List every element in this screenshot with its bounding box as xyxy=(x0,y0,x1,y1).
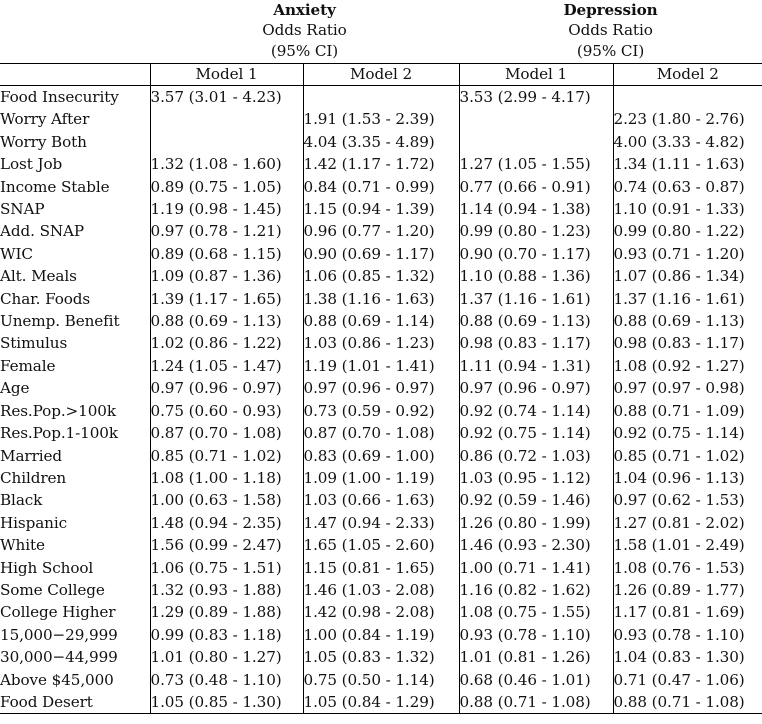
odds-ratio-cell: 0.97 (0.96 - 0.97) xyxy=(150,377,303,399)
row-label: SNAP xyxy=(0,198,150,220)
odds-ratio-cell: 1.16 (0.82 - 1.62) xyxy=(459,579,613,601)
odds-ratio-cell: 1.65 (1.05 - 2.60) xyxy=(303,534,459,556)
header-blank xyxy=(0,40,150,64)
odds-ratio-cell: 0.73 (0.59 - 0.92) xyxy=(303,400,459,422)
model-header-row xyxy=(0,64,762,86)
odds-ratio-cell: 0.68 (0.46 - 1.01) xyxy=(459,669,613,691)
row-label: Unemp. Benefit xyxy=(0,310,150,332)
odds-ratio-cell: 0.88 (0.71 - 1.08) xyxy=(613,691,762,714)
table-row xyxy=(0,86,762,109)
table-row xyxy=(0,557,762,579)
row-label: Food Insecurity xyxy=(0,86,150,109)
header-blank xyxy=(0,64,150,86)
header-blank xyxy=(0,0,150,20)
header-blank xyxy=(0,20,150,40)
odds-ratio-cell xyxy=(613,86,762,109)
row-label: Hispanic xyxy=(0,512,150,534)
odds-ratio-cell: 1.10 (0.88 - 1.36) xyxy=(459,265,613,287)
odds-ratio-cell: 0.99 (0.83 - 1.18) xyxy=(150,624,303,646)
odds-ratio-cell: 1.03 (0.66 - 1.63) xyxy=(303,489,459,511)
odds-ratio-cell: 0.97 (0.62 - 1.53) xyxy=(613,491,745,510)
table-row xyxy=(0,198,762,220)
row-label: 30,000−44,999 xyxy=(0,646,150,668)
odds-ratio-cell: 3.57 (3.01 - 4.23) xyxy=(150,86,303,109)
odds-ratio-cell: 1.01 (0.80 - 1.27) xyxy=(150,646,303,668)
odds-ratio-cell: 1.15 (0.94 - 1.39) xyxy=(303,198,459,220)
odds-ratio-cell: 0.99 (0.80 - 1.23) xyxy=(459,220,613,242)
table-row xyxy=(0,265,762,287)
odds-ratio-cell: 0.86 (0.72 - 1.03) xyxy=(459,445,613,467)
row-label: High School xyxy=(0,557,150,579)
odds-ratio-cell: 1.08 (1.00 - 1.18) xyxy=(150,467,303,489)
row-label: Add. SNAP xyxy=(0,220,150,242)
odds-ratio-cell: 1.17 (0.81 - 1.69) xyxy=(613,603,745,622)
odds-ratio-cell: 0.83 (0.69 - 1.00) xyxy=(303,445,459,467)
row-label: Age xyxy=(0,377,150,399)
odds-ratio-cell: 0.97 (0.78 - 1.21) xyxy=(150,220,303,242)
odds-ratio-cell: 0.93 (0.78 - 1.10) xyxy=(459,624,613,646)
odds-ratio-cell: 1.00 (0.63 - 1.58) xyxy=(150,489,303,511)
odds-ratio-cell: 0.88 (0.69 - 1.14) xyxy=(303,310,459,332)
odds-ratio-cell: 0.85 (0.71 - 1.02) xyxy=(613,446,745,465)
odds-ratio-cell: 1.29 (0.89 - 1.88) xyxy=(150,601,303,623)
odds-ratio-cell: 1.03 (0.86 - 1.23) xyxy=(303,332,459,354)
odds-ratio-cell: 1.04 (0.83 - 1.30) xyxy=(613,648,745,667)
table-row xyxy=(0,445,762,467)
table-row xyxy=(0,288,762,310)
odds-ratio-cell: 1.46 (0.93 - 2.30) xyxy=(459,534,613,556)
odds-ratio-cell: 1.05 (0.83 - 1.32) xyxy=(303,646,459,668)
table-row xyxy=(0,646,762,668)
odds-ratio-cell: 0.87 (0.70 - 1.08) xyxy=(303,422,459,444)
odds-ratio-cell: 0.97 (0.96 - 0.97) xyxy=(303,377,459,399)
anxiety-header: Anxiety xyxy=(273,1,336,19)
odds-ratio-cell: 3.53 (2.99 - 4.17) xyxy=(459,86,613,109)
odds-ratio-cell: 1.05 (0.84 - 1.29) xyxy=(303,691,459,714)
table-row xyxy=(0,377,762,399)
odds-ratio-cell: 1.42 (0.98 - 2.08) xyxy=(303,601,459,623)
odds-ratio-cell: 1.10 (0.91 - 1.33) xyxy=(613,200,745,219)
odds-ratio-cell: 0.92 (0.75 - 1.14) xyxy=(613,424,745,443)
odds-ratio-cell xyxy=(459,108,613,130)
odds-ratio-cell: 0.92 (0.59 - 1.46) xyxy=(459,489,613,511)
odds-ratio-cell: 0.85 (0.71 - 1.02) xyxy=(150,445,303,467)
odds-ratio-cell: 1.56 (0.99 - 2.47) xyxy=(150,534,303,556)
table-row xyxy=(0,422,762,444)
depression-header: Depression xyxy=(563,1,658,19)
table-row xyxy=(0,176,762,198)
odds-ratio-cell: 1.08 (0.76 - 1.53) xyxy=(613,558,745,577)
odds-ratio-cell: 1.26 (0.89 - 1.77) xyxy=(613,580,745,599)
odds-ratio-cell: 1.04 (0.96 - 1.13) xyxy=(613,468,745,487)
header-row-titles xyxy=(0,0,762,20)
row-label: Res.Pop.>100k xyxy=(0,400,150,422)
row-label: Children xyxy=(0,467,150,489)
table-row xyxy=(0,534,762,556)
odds-ratio-cell: 1.27 (1.05 - 1.55) xyxy=(459,153,613,175)
odds-ratio-cell: 0.88 (0.71 - 1.09) xyxy=(613,401,745,420)
row-label: Some College xyxy=(0,579,150,601)
row-label: Stimulus xyxy=(0,332,150,354)
odds-ratio-cell: 1.27 (0.81 - 2.02) xyxy=(613,513,745,532)
row-label: Black xyxy=(0,489,150,511)
odds-ratio-cell: 0.96 (0.77 - 1.20) xyxy=(303,220,459,242)
odds-ratio-cell: 1.06 (0.85 - 1.32) xyxy=(303,265,459,287)
odds-ratio-cell: 0.98 (0.83 - 1.17) xyxy=(459,332,613,354)
table-row xyxy=(0,467,762,489)
table-row xyxy=(0,624,762,646)
odds-ratio-cell: 0.93 (0.71 - 1.20) xyxy=(613,244,745,263)
row-label: White xyxy=(0,534,150,556)
odds-ratio-cell: 0.89 (0.68 - 1.15) xyxy=(150,243,303,265)
odds-ratio-cell: 0.75 (0.60 - 0.93) xyxy=(150,400,303,422)
odds-ratio-cell: 0.88 (0.69 - 1.13) xyxy=(613,312,745,331)
table-row xyxy=(0,512,762,534)
odds-ratio-cell: 0.77 (0.66 - 0.91) xyxy=(459,176,613,198)
odds-ratio-cell: 1.09 (1.00 - 1.19) xyxy=(303,467,459,489)
table-row xyxy=(0,669,762,691)
odds-ratio-cell: 0.89 (0.75 - 1.05) xyxy=(150,176,303,198)
depression-ci-label: (95% CI) xyxy=(576,42,645,60)
odds-ratio-cell: 0.93 (0.78 - 1.10) xyxy=(613,625,745,644)
odds-ratio-cell: 1.24 (1.05 - 1.47) xyxy=(150,355,303,377)
table-row xyxy=(0,243,762,265)
table-row xyxy=(0,332,762,354)
table-row xyxy=(0,691,762,714)
odds-ratio-cell: 1.39 (1.17 - 1.65) xyxy=(150,288,303,310)
anxiety-model-2-header: Model 2 xyxy=(303,64,459,86)
odds-ratio-cell: 2.23 (1.80 - 2.76) xyxy=(613,110,745,129)
odds-ratio-cell: 1.05 (0.85 - 1.30) xyxy=(150,691,303,714)
header-row-odds xyxy=(0,20,762,40)
odds-ratio-cell: 1.07 (0.86 - 1.34) xyxy=(613,267,745,286)
table-row xyxy=(0,153,762,175)
row-label: WIC xyxy=(0,243,150,265)
odds-ratio-cell: 1.58 (1.01 - 2.49) xyxy=(613,536,745,555)
table-row xyxy=(0,400,762,422)
odds-ratio-cell: 1.08 (0.75 - 1.55) xyxy=(459,601,613,623)
odds-ratio-cell: 0.90 (0.69 - 1.17) xyxy=(303,243,459,265)
odds-ratio-cell: 1.08 (0.92 - 1.27) xyxy=(613,356,745,375)
odds-ratio-cell: 1.47 (0.94 - 2.33) xyxy=(303,512,459,534)
row-label: Worry After xyxy=(0,108,150,130)
odds-ratio-cell: 1.14 (0.94 - 1.38) xyxy=(459,198,613,220)
odds-ratio-cell: 0.73 (0.48 - 1.10) xyxy=(150,669,303,691)
odds-ratio-cell: 0.88 (0.69 - 1.13) xyxy=(150,310,303,332)
table-row xyxy=(0,310,762,332)
odds-ratio-cell: 0.84 (0.71 - 0.99) xyxy=(303,176,459,198)
table-row xyxy=(0,131,762,153)
odds-ratio-cell xyxy=(303,86,459,109)
odds-ratio-cell xyxy=(459,131,613,153)
row-label: Char. Foods xyxy=(0,288,150,310)
odds-ratio-cell: 1.11 (0.94 - 1.31) xyxy=(459,355,613,377)
odds-ratio-cell: 1.09 (0.87 - 1.36) xyxy=(150,265,303,287)
anxiety-ci-label: (95% CI) xyxy=(270,42,339,60)
row-label: College Higher xyxy=(0,601,150,623)
odds-ratio-cell: 0.88 (0.69 - 1.13) xyxy=(459,310,613,332)
odds-ratio-cell: 1.19 (1.01 - 1.41) xyxy=(303,355,459,377)
odds-ratio-cell: 0.99 (0.80 - 1.22) xyxy=(613,222,745,241)
odds-ratio-cell: 1.32 (0.93 - 1.88) xyxy=(150,579,303,601)
table-row xyxy=(0,220,762,242)
depression-model-1-header: Model 1 xyxy=(459,64,613,86)
row-label: Female xyxy=(0,355,150,377)
depression-model-2-header: Model 2 xyxy=(613,64,762,86)
odds-ratio-cell: 0.97 (0.97 - 0.98) xyxy=(613,379,745,398)
table-row xyxy=(0,355,762,377)
odds-ratio-cell: 1.15 (0.81 - 1.65) xyxy=(303,557,459,579)
row-label: Alt. Meals xyxy=(0,265,150,287)
anxiety-model-1-header: Model 1 xyxy=(150,64,303,86)
odds-ratio-cell: 1.34 (1.11 - 1.63) xyxy=(613,155,745,174)
row-label: Food Desert xyxy=(0,691,150,714)
depression-odds-ratio-label: Odds Ratio xyxy=(568,21,653,39)
odds-ratio-cell: 1.01 (0.81 - 1.26) xyxy=(459,646,613,668)
table-row xyxy=(0,489,762,511)
odds-ratio-cell: 0.71 (0.47 - 1.06) xyxy=(613,670,745,689)
odds-ratio-cell: 0.92 (0.74 - 1.14) xyxy=(459,400,613,422)
odds-ratio-cell: 1.37 (1.16 - 1.61) xyxy=(613,289,745,308)
odds-ratio-cell: 0.92 (0.75 - 1.14) xyxy=(459,422,613,444)
odds-ratio-cell: 1.42 (1.17 - 1.72) xyxy=(303,153,459,175)
odds-ratio-cell: 1.38 (1.16 - 1.63) xyxy=(303,288,459,310)
odds-ratio-cell: 4.00 (3.33 - 4.82) xyxy=(613,132,745,151)
odds-ratio-cell: 1.03 (0.95 - 1.12) xyxy=(459,467,613,489)
odds-ratio-cell: 1.91 (1.53 - 2.39) xyxy=(303,108,459,130)
odds-ratio-cell: 0.88 (0.71 - 1.08) xyxy=(459,691,613,714)
odds-ratio-cell: 1.00 (0.71 - 1.41) xyxy=(459,557,613,579)
row-label: Income Stable xyxy=(0,176,150,198)
odds-ratio-cell: 0.74 (0.63 - 0.87) xyxy=(613,177,745,196)
row-label: Married xyxy=(0,445,150,467)
table-row xyxy=(0,579,762,601)
odds-ratio-cell: 0.98 (0.83 - 1.17) xyxy=(613,334,745,353)
odds-ratio-cell: 1.26 (0.80 - 1.99) xyxy=(459,512,613,534)
odds-ratio-cell: 0.75 (0.50 - 1.14) xyxy=(303,669,459,691)
row-label: 15,000−29,999 xyxy=(0,624,150,646)
row-label: Lost Job xyxy=(0,153,150,175)
odds-ratio-cell: 1.02 (0.86 - 1.22) xyxy=(150,332,303,354)
odds-ratio-cell: 1.48 (0.94 - 2.35) xyxy=(150,512,303,534)
table-row xyxy=(0,108,762,130)
row-label: Worry Both xyxy=(0,131,150,153)
odds-ratio-cell: 1.00 (0.84 - 1.19) xyxy=(303,624,459,646)
row-label: Above $45,000 xyxy=(0,669,150,691)
odds-ratio-cell: 0.97 (0.96 - 0.97) xyxy=(459,377,613,399)
odds-ratio-cell: 1.06 (0.75 - 1.51) xyxy=(150,557,303,579)
odds-ratio-cell: 1.46 (1.03 - 2.08) xyxy=(303,579,459,601)
row-label: Res.Pop.1-100k xyxy=(0,422,150,444)
odds-ratio-cell: 1.19 (0.98 - 1.45) xyxy=(150,198,303,220)
odds-ratio-cell: 0.90 (0.70 - 1.17) xyxy=(459,243,613,265)
anxiety-odds-ratio-label: Odds Ratio xyxy=(262,21,347,39)
odds-ratio-cell: 1.37 (1.16 - 1.61) xyxy=(459,288,613,310)
odds-ratio-cell xyxy=(150,131,303,153)
odds-ratio-cell: 0.87 (0.70 - 1.08) xyxy=(150,422,303,444)
odds-ratio-cell xyxy=(150,108,303,130)
odds-ratio-cell: 4.04 (3.35 - 4.89) xyxy=(303,131,459,153)
table-row xyxy=(0,601,762,623)
odds-ratio-cell: 1.32 (1.08 - 1.60) xyxy=(150,153,303,175)
header-row-ci xyxy=(0,40,762,64)
